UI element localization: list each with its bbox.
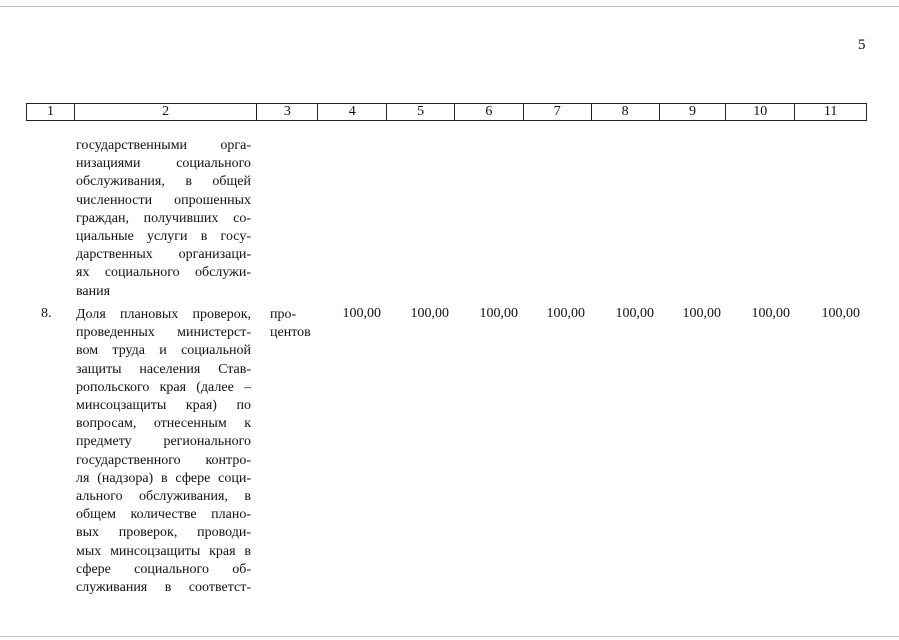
- row-8-unit: [270, 306, 318, 342]
- row-8-value-col6: 100,00: [479, 306, 518, 321]
- column-header-11: 11: [823, 104, 838, 119]
- scan-edge-top: [0, 6, 899, 7]
- description-line: общем количестве плано-: [76, 507, 251, 523]
- description-line: численности опрошенных: [76, 192, 251, 208]
- column-header-9: 9: [660, 104, 727, 120]
- description-line: дарственных организаци-: [76, 247, 251, 263]
- description-line: обслуживания, в общей: [76, 174, 251, 190]
- description-line: ального обслуживания, в: [76, 489, 251, 505]
- column-header-10: 10: [726, 104, 795, 120]
- unit-line: центов: [270, 325, 311, 341]
- description-line: циальные услуги в госу-: [76, 229, 251, 245]
- column-header-1: 1: [27, 104, 75, 120]
- description-line: ля (надзора) в сфере соци-: [76, 470, 251, 486]
- description-line: проведенных министерст-: [76, 325, 251, 341]
- row-8-value-col10: 100,00: [751, 306, 790, 321]
- description-line: мых минсоцзащиты края в: [76, 543, 251, 559]
- table-header-row: [26, 103, 867, 121]
- row-8-value-col5: 100,00: [410, 306, 449, 321]
- description-line: ропольского края (далее –: [76, 379, 251, 395]
- description-line: граждан, получивших со-: [76, 210, 251, 226]
- description-line: вопросам, отнесенным к: [76, 416, 251, 432]
- row-8-value-col4: 100,00: [342, 306, 381, 321]
- continuation-row-description: [76, 137, 251, 301]
- column-header-2: 2: [75, 104, 258, 120]
- row-8-description: [76, 306, 251, 597]
- column-header-6: 6: [455, 104, 524, 120]
- description-line: вания: [76, 283, 111, 299]
- column-header-3: 3: [257, 104, 318, 120]
- description-line: ях социального обслужи-: [76, 265, 251, 281]
- row-8-value-col9: 100,00: [682, 306, 721, 321]
- column-header-5: 5: [387, 104, 455, 120]
- description-line: сфере социального об-: [76, 561, 251, 577]
- description-line: вых проверок, проводи-: [76, 525, 251, 541]
- scan-edge-bottom: [0, 636, 899, 637]
- description-line: вом труда и социальной: [76, 343, 251, 359]
- column-header-7: 7: [524, 104, 592, 120]
- unit-line: про-: [270, 307, 297, 322]
- row-number: 8.: [41, 306, 52, 321]
- column-header-4: 4: [318, 104, 387, 120]
- row-8-value-col8: 100,00: [615, 306, 654, 321]
- description-line: минсоцзащиты края) по: [76, 398, 251, 414]
- page-number: 5: [858, 37, 866, 53]
- description-line: служивания в соответст-: [76, 580, 251, 596]
- column-header-8: 8: [592, 104, 660, 120]
- description-line: Доля плановых проверок,: [76, 307, 251, 322]
- description-line: государственными орга-: [76, 138, 251, 153]
- description-line: низациями социального: [76, 156, 251, 172]
- row-8-value-col7: 100,00: [546, 306, 585, 321]
- description-line: государственного контро-: [76, 452, 251, 468]
- description-line: защиты населения Став-: [76, 361, 251, 377]
- description-line: предмету регионального: [76, 434, 251, 450]
- row-8-value-col11: 100,00: [821, 306, 860, 321]
